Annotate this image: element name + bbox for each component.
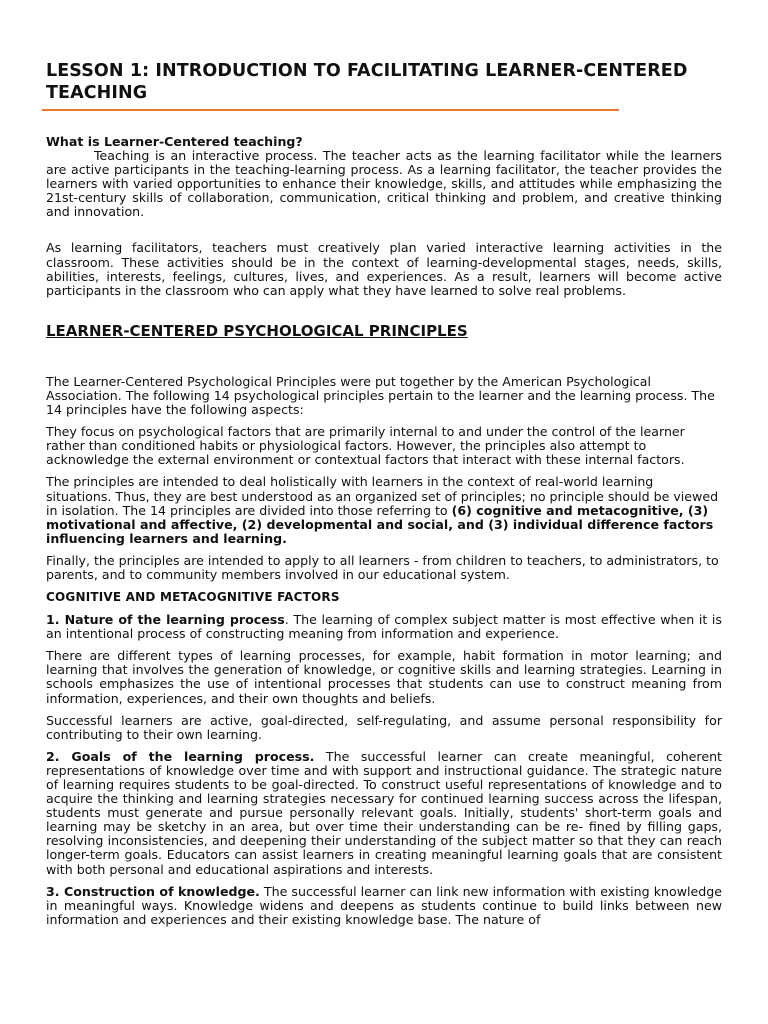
principle-2-title: 2. Goals of the learning process.: [46, 748, 315, 764]
document-page: [46, 60, 722, 927]
principle-1-paragraph-3: Successful learners are active, goal-directed, self-regulating, and assume personal responsibility for contributing to their own learning.: [46, 712, 722, 742]
principle-1-text: . The learning of complex subject matter is most effective when it is an intentional process of constructing meaning from information and experience.: [46, 612, 722, 642]
principle-3-title: 3. Construction of knowledge.: [46, 883, 260, 899]
intro-paragraph-1: Teaching is an interactive process. The teacher acts as the learning facilitator while the learners are active participants in the teaching-learning process. As a learning facilitator, the teacher provides the learners with varied opportunities to enhance their knowledge, skills, and attitudes while emphasizing the 21st-century skills of collaboration, communication, critical thinking and problem, and creative thinking and innovation.: [46, 148, 722, 220]
principles-paragraph-4: Finally, the principles are intended to apply to all learners - from children to teachers, to administrators, to parents, and to community members involved in our educational system.: [46, 552, 719, 582]
principle-2-paragraph: [46, 750, 722, 877]
lesson-title: LESSON 1: INTRODUCTION TO FACILITATING LEARNER-CENTERED TEACHING: [46, 61, 688, 103]
principles-paragraph-3-text: The principles are intended to deal holistically with learners in the context of real-world learning situations. Thus, they are best understood as an organized set of principles; no principle should be viewed in isolation. The 14 principles are divided into those referring to: [46, 474, 719, 518]
principles-paragraph-1: The Learner-Centered Psychological Principles were put together by the American Psychological Association. The following 14 psychological principles pertain to the learner and the learning process. The 14 principles have the following aspects:: [46, 373, 715, 418]
cognitive-factors-heading: COGNITIVE AND METACOGNITIVE FACTORS: [46, 590, 340, 605]
principle-1-paragraph-2: There are different types of learning processes, for example, habit formation in motor learning; and learning that involves the generation of knowledge, or cognitive skills and learning strategies. Learning in schools emphasizes the use of intentional processes that students can use to construct meaning from information, experiences, and their own thoughts and beliefs.: [46, 648, 722, 706]
principle-1-title: 1. Nature of the learning process: [46, 612, 285, 628]
intro-question-heading: What is Learner-Centered teaching?: [46, 134, 303, 149]
principles-paragraph-2: They focus on psychological factors that are primarily internal to and under the control of the learner rather than conditioned habits or physiological factors. However, the principles also attempt to acknowledge the external environment or contextual factors that interact with these internal factors.: [46, 424, 685, 468]
principle-2-text: The successful learner can create meaningful, coherent representations of knowledge over time and with support and instructional guidance. The strategic nature of learning requires students to be goal-directed. To construct useful representations of knowledge and to acquire the thinking and learning strategies necessary for continued learning success across the lifespan, students must generate and pursue personally relevant goals. Initially, students' short-term goals and learning may be sketchy in an area, but over time their understanding can be re- fined by filling gaps, resolving inconsistencies, and deepening their understanding of the subject matter so that they can reach longer-term goals. Educators can assist learners in creating meaningful learning goals that are consistent with both personal and educational aspirations and interests.: [46, 748, 722, 877]
principle-1-paragraph: [46, 613, 722, 641]
intro-paragraph-2: As learning facilitators, teachers must creatively plan varied interactive learning activities in the classroom. These activities should be in the context of learning-developmental stages, needs, skills, abilities, interests, feelings, cultures, lives, and experiences. As a result, learners will become active participants in the classroom who can apply what they have learned to solve real problems.: [46, 240, 722, 298]
principles-paragraph-3: [46, 475, 722, 545]
title-underline-rule: [42, 109, 619, 111]
principles-categories-bold: (6) cognitive and metacognitive, (3) motivational and affective, (2) developmental and social, and (3) individual difference factors influencing learners and learning.: [46, 502, 714, 546]
principle-3-text: The successful learner can link new information with existing knowledge in meaningful ways. Knowledge widens and deepens as students continue to build links between new information and experiences and their existing knowledge base. The nature of: [46, 883, 722, 927]
principles-section-heading: LEARNER-CENTERED PSYCHOLOGICAL PRINCIPLES: [46, 321, 468, 340]
principle-3-paragraph: [46, 885, 722, 927]
